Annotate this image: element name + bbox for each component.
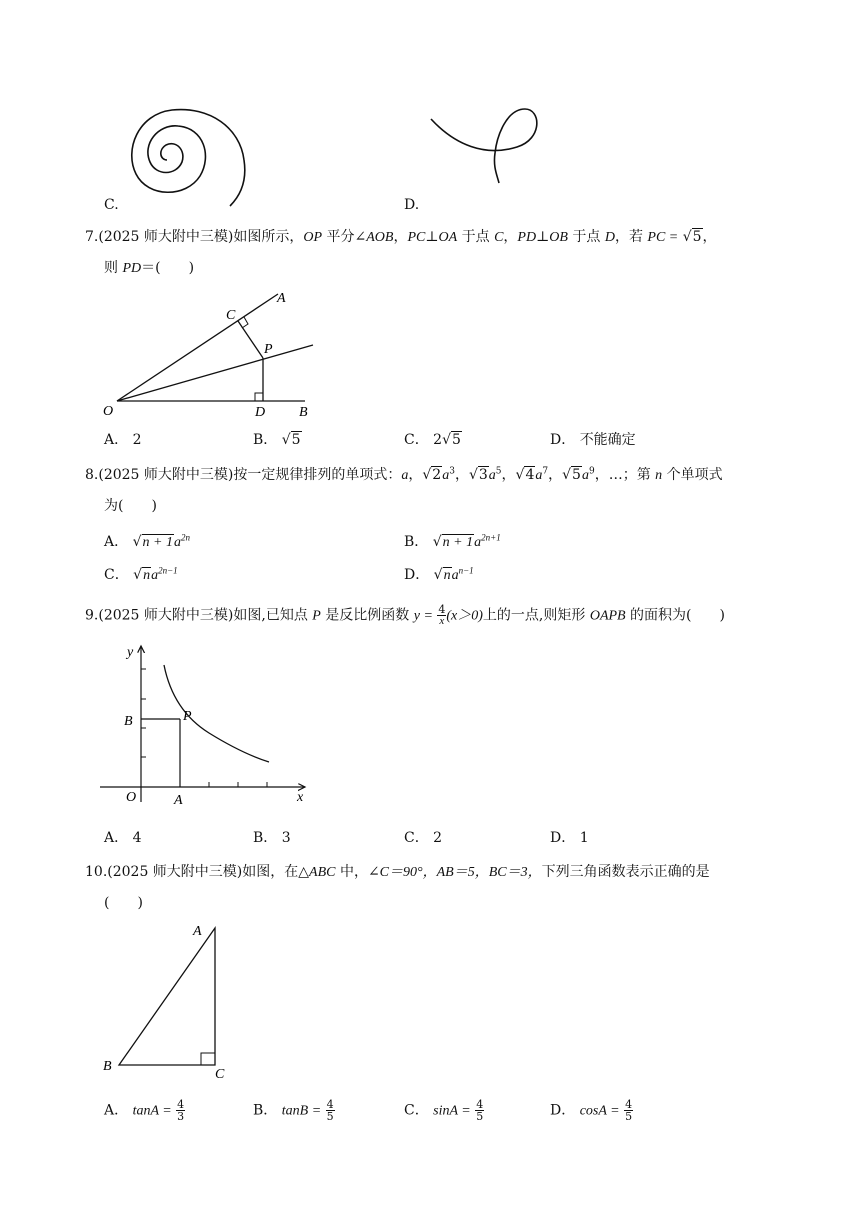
q7-option-d: D． 不能确定 — [550, 432, 636, 448]
q8-option-c: C． $√na^{2n-1}$ — [104, 565, 178, 583]
q9-point-b-label: B — [124, 714, 133, 729]
q9-option-a: A． 4 — [104, 830, 142, 846]
q9-inverse-function-graph — [100, 640, 320, 810]
q6-option-c-label: C. — [104, 197, 119, 213]
q7-stem-line1: 7.(2025 师大附中三模)如图所示，OP 平分∠AOB，PC⊥OA 于点 C，PD⊥OB 于点 D，若 PC = √5， — [85, 229, 717, 245]
q9-origin-label: O — [126, 790, 137, 805]
q9-point-a-label: A — [174, 793, 183, 808]
q7-fig-label-p: P — [264, 342, 273, 357]
q10-option-a: A． tanA = $\frac{4}{3}$ — [104, 1098, 185, 1123]
q9-stem: 9.(2025 师大附中三模)如图,已知点 P 是反比例函数 y = $\frac{4}{x}$ (x＞0)上的一点,则矩形 OAPB 的面积为( ) — [85, 603, 725, 627]
q10-stem-line2: ( ) — [104, 895, 143, 911]
q9-x-axis-label: x — [297, 790, 304, 805]
q10-right-triangle-figure — [95, 918, 245, 1083]
q10-option-d: D． cosA = $\frac{4}{5}$ — [550, 1098, 633, 1123]
q7-option-a: A． 2 — [104, 432, 142, 448]
q10-vertex-b-label: B — [103, 1059, 112, 1074]
q10-option-b: B． tanB = $\frac{4}{5}$ — [253, 1098, 334, 1123]
q8-option-a: A． $√n + 1a^{2n}$ — [104, 532, 190, 550]
q7-angle-bisector-figure — [95, 285, 325, 420]
q9-y-axis-label: y — [127, 645, 134, 660]
q8-option-b: B． $√n + 1a^{2n+1}$ — [404, 532, 501, 550]
q10-stem-line1: 10.(2025 师大附中三模)如图，在△ABC 中，∠C＝90°，AB＝5，BC＝3，下列三角函数表示正确的是 — [85, 864, 710, 880]
q9-option-c: C． 2 — [404, 830, 443, 846]
q8-option-d: D． $√na^{n-1}$ — [404, 565, 474, 583]
q7-option-b: B． √5 — [253, 432, 301, 448]
q7-fig-label-a: A — [277, 291, 286, 306]
q6-option-d-loop-figure — [425, 105, 555, 185]
q6-option-d-label: D. — [404, 197, 420, 213]
q8-stem-line1: 8.(2025 师大附中三模)按一定规律排列的单项式：a，$√2a^3$，$√3a^5$，$√4a^7$，$√5a^9$，…；第 n 个单项式 — [85, 466, 723, 483]
q6-option-c-spiral-figure — [120, 100, 260, 210]
q7-fig-label-c: C — [226, 308, 236, 323]
q7-fig-label-d: D — [255, 405, 266, 420]
q7-fig-label-o: O — [103, 404, 114, 419]
q8-stem-line2: 为( ) — [104, 498, 157, 514]
q9-point-p-label: P — [183, 709, 192, 724]
q10-vertex-a-label: A — [193, 924, 202, 939]
q10-option-c: C． sinA = $\frac{4}{5}$ — [404, 1098, 484, 1123]
q7-stem-line2: 则 PD＝( ) — [104, 260, 195, 276]
q7-fig-label-b: B — [299, 405, 308, 420]
q7-option-c: C． 2√5 — [404, 432, 461, 448]
q9-option-b: B． 3 — [253, 830, 291, 846]
q10-vertex-c-label: C — [215, 1067, 225, 1082]
q9-option-d: D． 1 — [550, 830, 589, 846]
